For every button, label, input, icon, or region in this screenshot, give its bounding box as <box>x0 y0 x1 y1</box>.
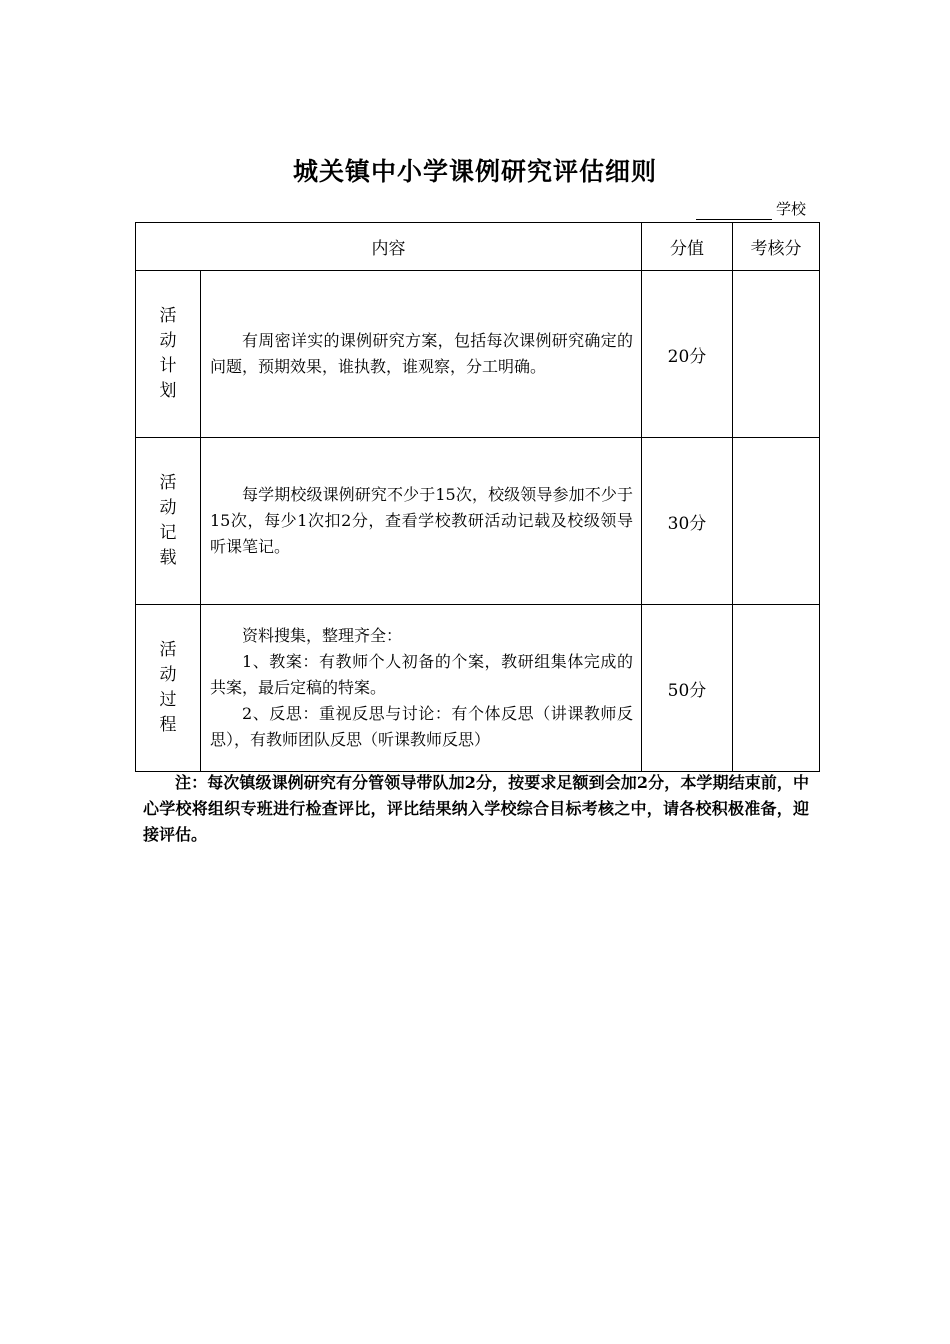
table-row <box>136 438 820 605</box>
row-content: 有周密详实的课例研究方案，包括每次课例研究确定的问题，预期效果，谁执教，谁观察，分工明确。 <box>201 271 642 438</box>
row-assessment-cell[interactable] <box>733 605 820 772</box>
row-assessment-cell[interactable] <box>733 438 820 605</box>
footnote: 注：每次镇级课例研究有分管领导带队加2分，按要求足额到会加2分，本学期结束前，中心学校将组织专班进行检查评比，评比结果纳入学校综合目标考核之中，请各校积极准备，迎接评估。 <box>143 773 809 844</box>
table-row <box>136 605 820 772</box>
evaluation-table <box>135 222 820 772</box>
school-suffix: 学校 <box>775 200 806 218</box>
school-name-line <box>696 198 806 220</box>
table-header-row <box>136 223 820 271</box>
header-score: 分值 <box>642 223 733 271</box>
row-content: 每学期校级课例研究不少于15次，校级领导参加不少于15次，每少1次扣2分，查看学校教研活动记载及校级领导听课笔记。 <box>201 438 642 605</box>
row-score: 50分 <box>642 605 733 772</box>
school-name-blank[interactable] <box>696 203 772 220</box>
row-assessment-cell[interactable] <box>733 271 820 438</box>
page-title: 城关镇中小学课例研究评估细则 <box>292 157 657 186</box>
row-category: 活 动 计 划 <box>136 271 201 438</box>
row-category: 活 动 过 程 <box>136 605 201 772</box>
row-category: 活 动 记 载 <box>136 438 201 605</box>
row-content: 资料搜集，整理齐全： 1、教案：有教师个人初备的个案，教研组集体完成的共案，最后定稿的特案。 2、反思：重视反思与讨论：有个体反思（讲课教师反思），有教师团队反思（听课教师反思） <box>201 605 642 772</box>
header-assessment: 考核分 <box>733 223 820 271</box>
header-content: 内容 <box>136 223 642 271</box>
row-score: 30分 <box>642 438 733 605</box>
row-score: 20分 <box>642 271 733 438</box>
table-row <box>136 271 820 438</box>
